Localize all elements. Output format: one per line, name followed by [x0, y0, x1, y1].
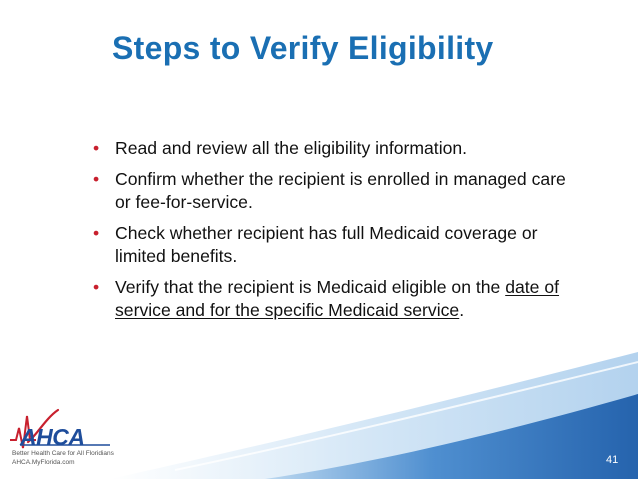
bullet-icon: •: [93, 169, 100, 189]
bullet-item: [93, 137, 573, 160]
bullet-text-suffix: .: [459, 300, 465, 320]
ahca-logo-text: AHCA: [20, 424, 85, 450]
bullet-item: [93, 222, 573, 268]
bullet-icon: •: [93, 277, 100, 297]
bullet-item: [93, 276, 573, 322]
bullet-text: Check whether recipient has full Medicaid coverage or limited benefits.: [115, 223, 538, 266]
logo-tagline: Better Health Care for All Floridians: [12, 450, 114, 457]
bullet-list: [93, 137, 573, 330]
page-number: 41: [606, 454, 619, 466]
bullet-text: Confirm whether the recipient is enrolled in managed care or fee-for-service.: [115, 169, 566, 212]
bullet-text-prefix: Verify that the recipient is Medicaid eligible on the: [115, 277, 506, 297]
ahca-logo: [6, 402, 116, 474]
bullet-item: [93, 168, 573, 214]
bullet-icon: •: [93, 223, 100, 243]
slide-title: Steps to Verify Eligibility: [112, 30, 494, 66]
bullet-text: Read and review all the eligibility information.: [115, 138, 468, 158]
bullet-icon: •: [93, 138, 100, 158]
date-of-service-link[interactable]: date of service and for the specific Medicaid service: [115, 277, 560, 320]
logo-url: AHCA.MyFlorida.com: [12, 459, 75, 466]
